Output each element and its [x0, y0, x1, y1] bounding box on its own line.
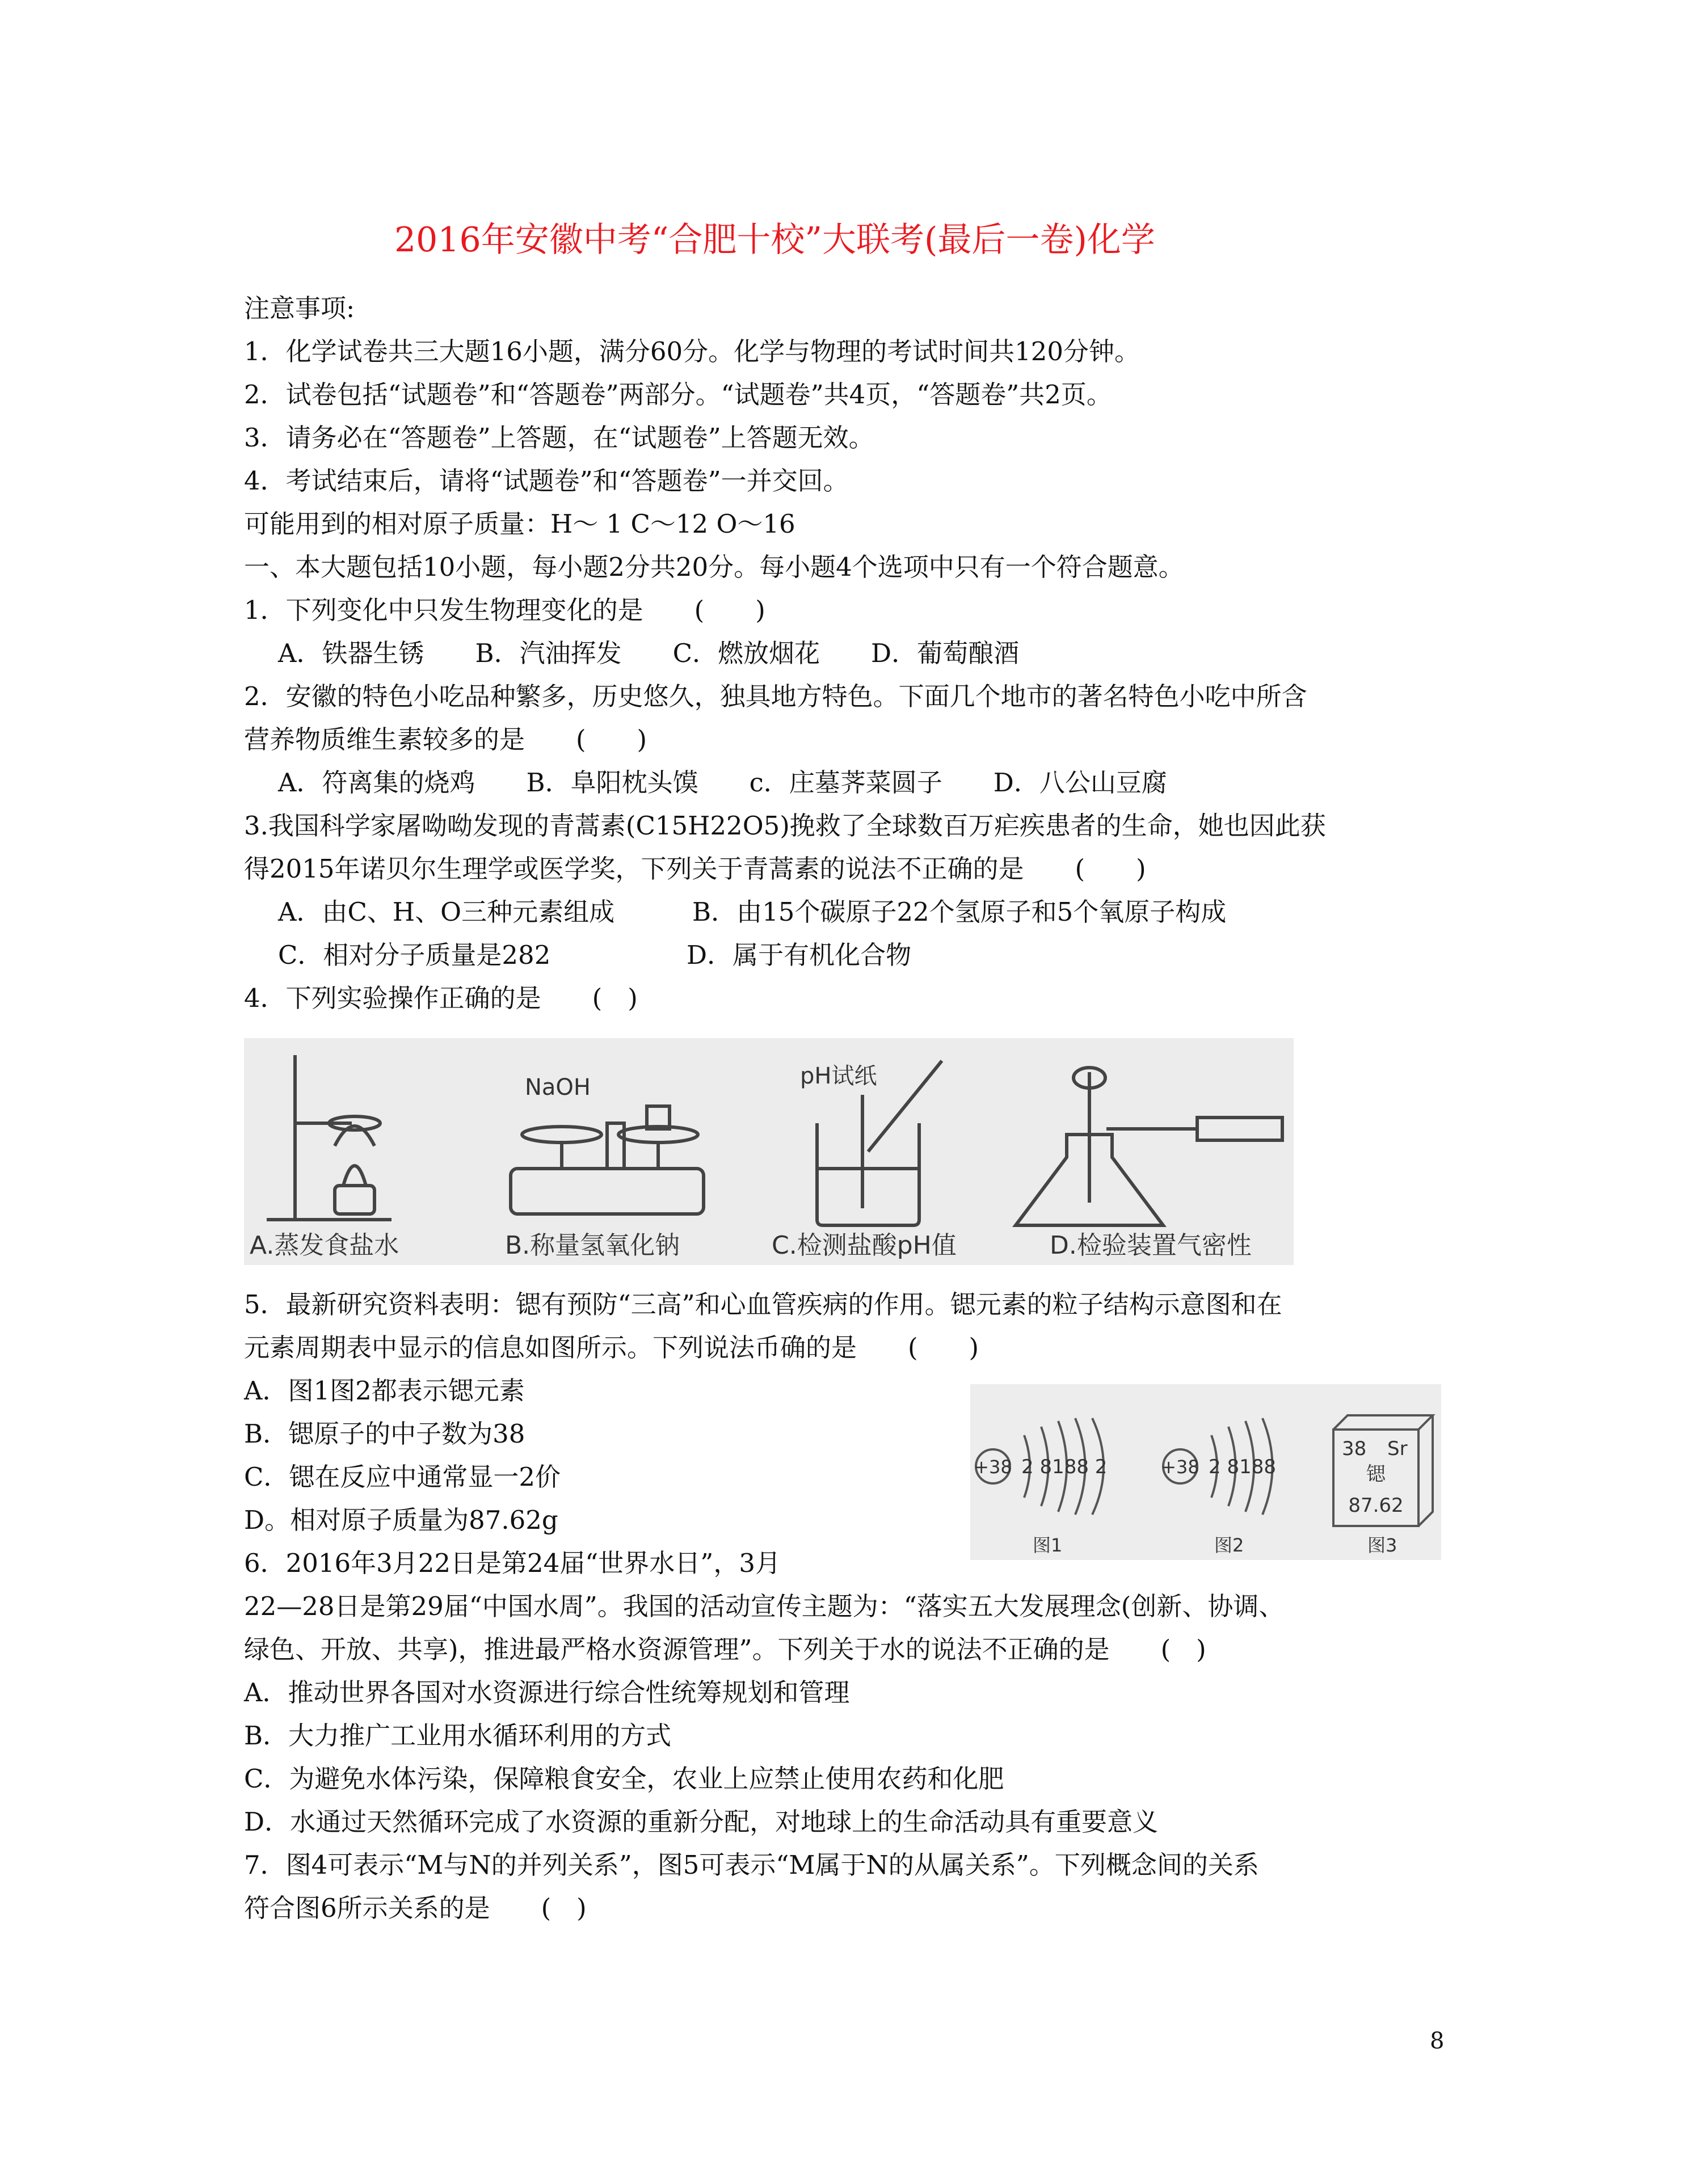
apparatus-figure	[244, 1038, 1294, 1265]
question-5-stem-line1: 5．最新研究资料表明：锶有预防“三高”和心血管疾病的作用。锶元素的粒子结构示意图和在	[244, 1289, 1282, 1319]
question-6-option-d: D．水通过天然循环完成了水资源的重新分配，对地球上的生命活动具有重要意义	[244, 1807, 1159, 1837]
question-5-option-a: A．图1图2都表示锶元素	[244, 1376, 525, 1406]
question-2-stem-line2: 营养物质维生素较多的是 ( )	[244, 724, 647, 754]
question-7-stem-line1: 7．图4可表示“M与N的并列关系”，图5可表示“M属于N的从属关系”。下列概念间的关系	[244, 1850, 1259, 1880]
question-1-options: A．铁器生锈 B．汽油挥发 C．燃放烟花 D．葡萄酿酒	[278, 638, 1020, 668]
caption-c: C.检测盐酸pH值	[772, 1231, 957, 1260]
notice-heading: 注意事项:	[244, 293, 355, 323]
question-5-option-d: D。相对原子质量为87.62g	[244, 1505, 558, 1535]
caption-b: B.称量氢氧化钠	[505, 1231, 680, 1260]
question-6-option-a: A．推动世界各国对水资源进行综合性统筹规划和管理	[244, 1677, 850, 1707]
question-5-option-b: B．锶原子的中子数为38	[244, 1419, 525, 1449]
notice-item-4: 4．考试结束后，请将“试题卷”和“答题卷”一并交回。	[244, 466, 849, 496]
element-name: 锶	[1366, 1463, 1386, 1486]
question-2-options: A．符离集的烧鸡 B．阜阳枕头馍 c．庄墓荠菜圆子 D．八公山豆腐	[278, 768, 1167, 798]
shell-numbers-1: 2 8188 2	[1021, 1456, 1108, 1478]
question-3-option-c: C．相对分子质量是282	[278, 940, 551, 970]
notice-item-2: 2．试卷包括“试题卷”和“答题卷”两部分。“试题卷”共4页，“答题卷”共2页。	[244, 380, 1112, 410]
question-6-option-b: B．大力推广工业用水循环利用的方式	[244, 1721, 672, 1751]
shell-numbers-2: 2 8188	[1209, 1456, 1276, 1478]
nucleus-label-2: +38	[1161, 1456, 1199, 1478]
notice-item-1: 1．化学试卷共三大题16小题，满分60分。化学与物理的考试时间共120分钟。	[244, 336, 1140, 366]
ph-paper-label: pH试纸	[800, 1063, 877, 1089]
question-1-stem: 1．下列变化中只发生物理变化的是 ( )	[244, 595, 765, 625]
question-3-option-d: D．属于有机化合物	[687, 940, 912, 970]
question-2-stem-line1: 2．安徽的特色小吃品种繁多，历史悠久，独具地方特色。下面几个地市的著名特色小吃中所含	[244, 681, 1307, 711]
question-6-stem-line3: 绿色、开放、共享)，推进最严格水资源管理”。下列关于水的说法不正确的是 ( )	[244, 1634, 1206, 1664]
atomic-masses: 可能用到的相对原子质量：H～ 1 C～12 O～16	[244, 509, 795, 539]
atomic-mass: 87.62	[1348, 1494, 1404, 1517]
strontium-figure	[970, 1384, 1441, 1560]
question-6-stem-line1: 6．2016年3月22日是第24届“世界水日”，3月	[244, 1548, 781, 1578]
question-5-stem-line2: 元素周期表中显示的信息如图所示。下列说法币确的是 ( )	[244, 1333, 979, 1363]
element-symbol: Sr	[1387, 1437, 1408, 1460]
nucleus-label-1: +38	[974, 1456, 1012, 1478]
caption-d: D.检验装置气密性	[1050, 1231, 1252, 1260]
balance-icon	[511, 1106, 704, 1214]
question-3-stem-line2: 得2015年诺贝尔生理学或医学奖，下列关于青蒿素的说法不正确的是 ( )	[244, 854, 1146, 884]
question-7-stem-line2: 符合图6所示关系的是 ( )	[244, 1893, 587, 1923]
question-6-option-c: C．为避免水体污染，保障粮食安全，农业上应禁止使用农药和化肥	[244, 1764, 1004, 1794]
strontium-drawing	[970, 1384, 1441, 1560]
figure-label-3: 图3	[1367, 1534, 1397, 1556]
figure-label-1: 图1	[1033, 1534, 1063, 1556]
page-title: 2016年安徽中考“合肥十校”大联考(最后一卷)化学	[394, 220, 1155, 260]
question-3-stem-line1: 3.我国科学家屠呦呦发现的青蒿素(C15H22O5)挽救了全球数百万疟疾患者的生命，她也因此获	[244, 811, 1326, 841]
apparatus-drawing	[244, 1038, 1294, 1265]
question-3-option-a: A．由C、H、O三种元素组成	[278, 897, 615, 927]
section-heading: 一、本大题包括10小题，每小题2分共20分。每小题4个选项中只有一个符合题意。	[244, 552, 1184, 582]
naoh-label: NaOH	[525, 1074, 591, 1101]
question-6-stem-line2: 22—28日是第29届“中国水周”。我国的活动宣传主题为：“落实五大发展理念(创新、协调、	[244, 1591, 1285, 1621]
flask-syringe-icon	[1016, 1068, 1282, 1225]
figure-label-2: 图2	[1214, 1534, 1244, 1556]
evaporation-apparatus-icon	[267, 1055, 392, 1220]
question-3-option-b: B．由15个碳原子22个氢原子和5个氧原子构成	[692, 897, 1227, 927]
page-number: 8	[1430, 2028, 1445, 2054]
notice-item-3: 3．请务必在“答题卷”上答题，在“试题卷”上答题无效。	[244, 423, 874, 453]
caption-a: A.蒸发食盐水	[250, 1231, 399, 1260]
question-4-stem: 4．下列实验操作正确的是 ( )	[244, 983, 638, 1013]
atomic-number: 38	[1342, 1437, 1367, 1460]
question-5-option-c: C．锶在反应中通常显一2价	[244, 1462, 561, 1492]
